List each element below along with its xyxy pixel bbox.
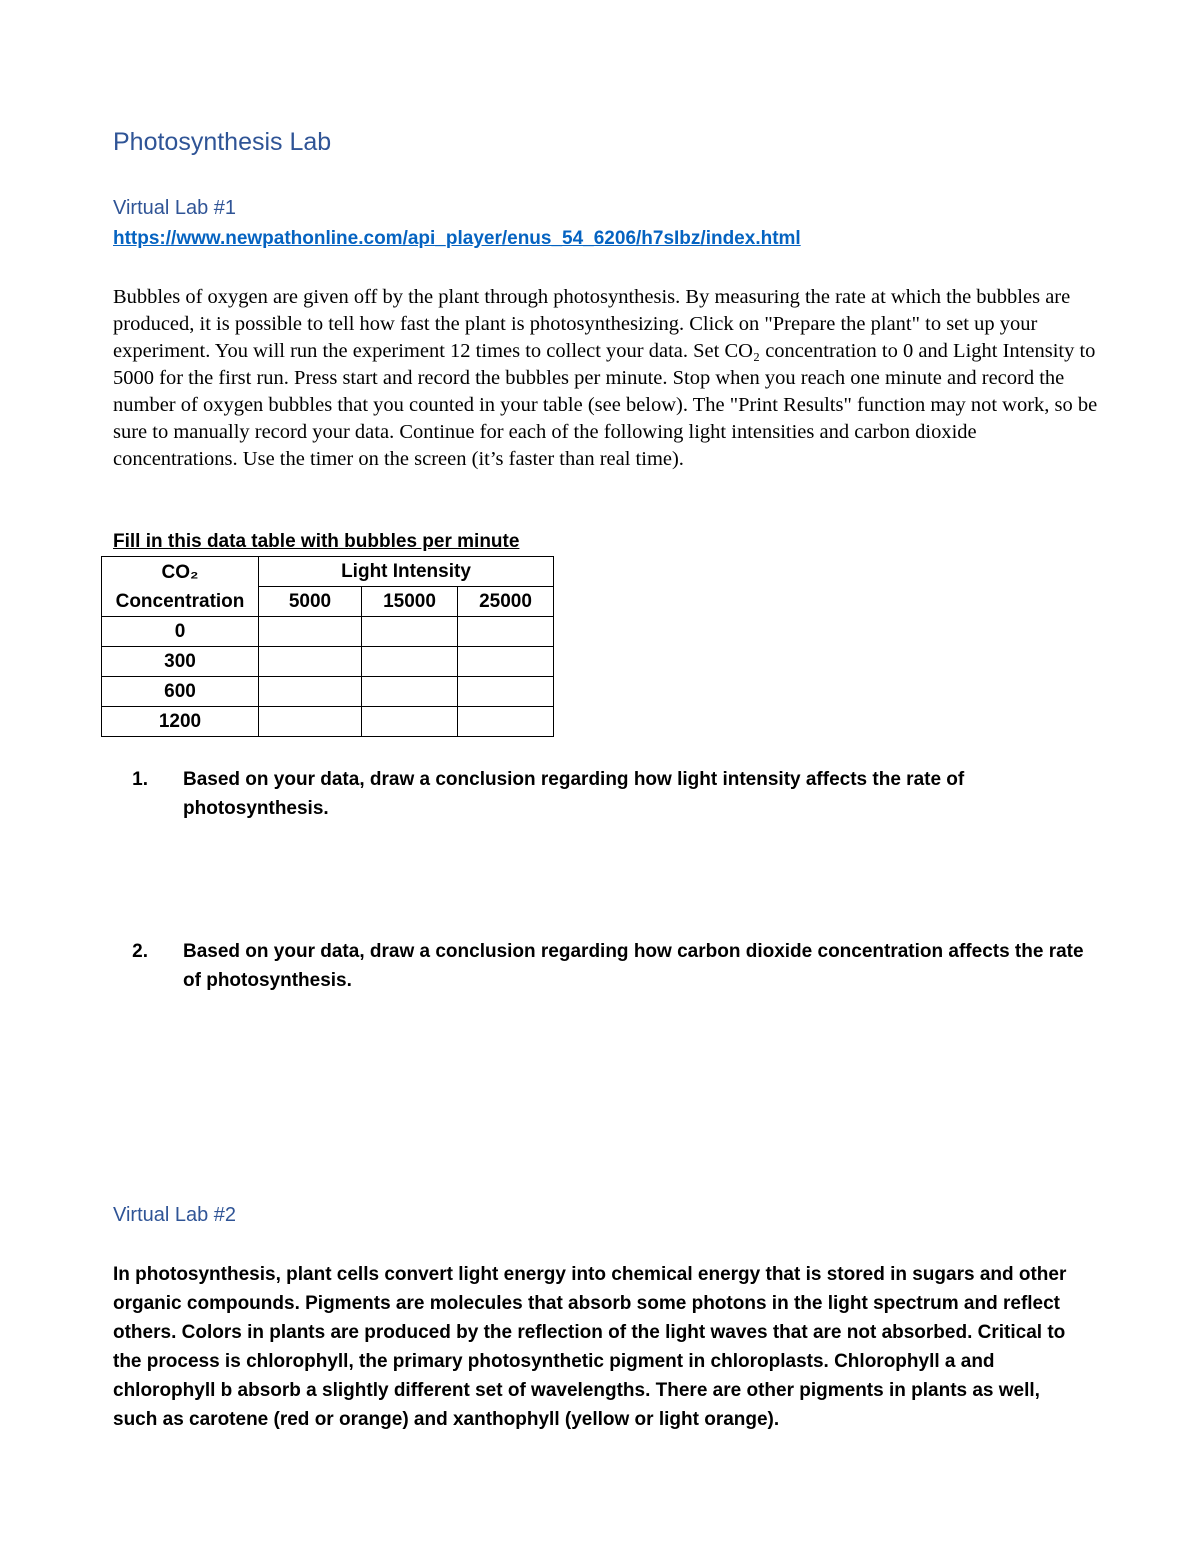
light-intensity-header: Light Intensity	[259, 557, 554, 587]
light-level-header: 25000	[458, 587, 554, 617]
data-entry-cell[interactable]	[259, 707, 362, 737]
co2-header-line2: Concentration	[115, 590, 245, 612]
data-entry-cell[interactable]	[362, 677, 458, 707]
light-level-header: 5000	[259, 587, 362, 617]
co2-header	[102, 557, 259, 617]
lab2-text: , plant cells convert light energy into chemical energy that is stored in sugars and other organic compounds.	[113, 1264, 1067, 1314]
lab2-text: In	[113, 1264, 136, 1285]
data-entry-cell[interactable]	[362, 707, 458, 737]
table-row	[102, 647, 554, 677]
data-entry-cell[interactable]	[259, 617, 362, 647]
data-entry-cell[interactable]	[458, 647, 554, 677]
lab2-heading: Virtual Lab #2	[113, 1204, 237, 1226]
question-item	[113, 765, 1103, 823]
keyword-chlorophyll: chlorophyll	[246, 1351, 349, 1372]
lab2-text: , the primary photosynthetic pigment in chloroplasts. Chlorophyll a and chlorophyll b absorb a slightly different set of wavelengths. There are other pigments in plants as well, such as carotene (red or orange) and xanthophyll (yellow or light orange).	[113, 1351, 1040, 1430]
question-text: Based on your data, draw a conclusion regarding how light intensity affects the rate of photosynthesis.	[183, 769, 965, 819]
question-number: 2.	[132, 941, 148, 962]
light-level-header: 15000	[362, 587, 458, 617]
data-entry-cell[interactable]	[458, 707, 554, 737]
lab2-paragraph	[113, 1260, 1073, 1434]
co2-level-cell: 1200	[102, 707, 259, 737]
question-item	[113, 937, 1103, 995]
data-entry-cell[interactable]	[458, 677, 554, 707]
lab1-heading: Virtual Lab #1	[113, 197, 237, 219]
question-number: 1.	[132, 769, 148, 790]
co2-level-cell: 0	[102, 617, 259, 647]
lab1-instructions: Bubbles of oxygen are given off by the plant through photosynthesis. By measuring the rate at which the bubbles are produced, it is possible to tell how fast the plant is photosynthesizing. Click on "Prepare the plant" to set up your experiment. You will run the experiment 12 times to collect your data. Set CO₂ concentration to 0 and Light Intensity to 5000 for the first run. Press start and record the bubbles per minute. Stop when you reach one minute and record the number of oxygen bubbles that you counted in your table (see below). The "Print Results" function may not work, so be sure to manually record your data. Continue for each of the following light intensities and carbon dioxide concentrations. Use the timer on the screen (it’s faster than real time).	[113, 286, 1098, 470]
data-entry-cell[interactable]	[259, 677, 362, 707]
question-text: Based on your data, draw a conclusion regarding how carbon dioxide concentration affects the rate of photosynthesis.	[183, 941, 1084, 991]
co2-level-cell: 300	[102, 647, 259, 677]
lab1-link[interactable]: https://www.newpathonline.com/api_player/enus_54_6206/h7sIbz/index.html	[113, 228, 801, 249]
co2-level-cell: 600	[102, 677, 259, 707]
table-caption: Fill in this data table with bubbles per minute	[113, 531, 520, 552]
page-title: Photosynthesis Lab	[113, 128, 332, 156]
data-table	[101, 556, 554, 737]
table-row	[102, 707, 554, 737]
data-entry-cell[interactable]	[458, 617, 554, 647]
lab2-text: are molecules that absorb some photons in the light spectrum and reflect others. Colors in plants are produced by the reflection of the light waves that are not absorbed. Critical to the process is	[113, 1293, 1066, 1372]
co2-header-line1: CO₂	[161, 561, 199, 583]
table-row	[102, 617, 554, 647]
keyword-pigments: Pigments	[305, 1293, 391, 1314]
data-entry-cell[interactable]	[362, 647, 458, 677]
table-row	[102, 677, 554, 707]
data-entry-cell[interactable]	[362, 617, 458, 647]
keyword-photosynthesis: photosynthesis	[135, 1264, 276, 1285]
data-entry-cell[interactable]	[259, 647, 362, 677]
